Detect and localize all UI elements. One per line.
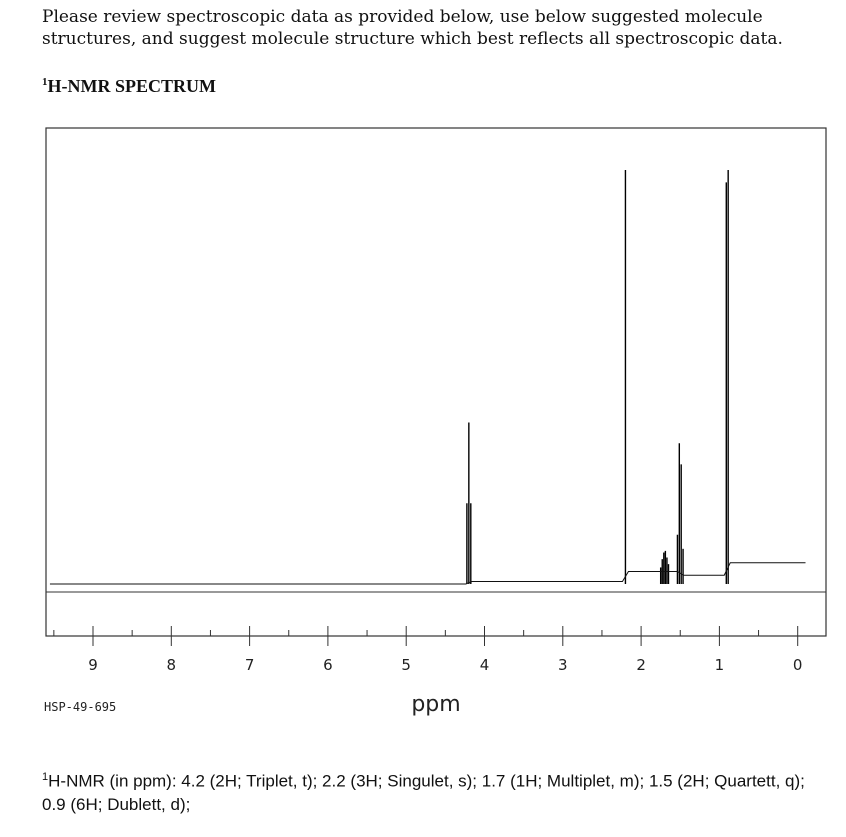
x-tick-label: 0 [792,656,803,674]
integral-trace [50,563,806,584]
heading-superscript: 1 [42,76,48,88]
x-axis-title: ppm [411,692,461,717]
x-tick-label: 4 [479,656,490,674]
heading-label: H-NMR SPECTRUM [47,76,216,96]
peak-group [467,170,728,584]
x-tick-label: 6 [323,656,333,674]
x-tick-label: 9 [88,656,98,674]
sample-id: HSP-49-695 [44,700,117,714]
data-superscript: 1 [42,771,49,783]
data-summary-label: H-NMR (in ppm): 4.2 (2H; Triplet, t); 2.2 (3H; Singulet, s); 1.7 (1H; Multiplet, m); 1.5 (2H; Quartett, q); 0.9 (6H; Dublett, d); [42,771,805,814]
x-tick-label: 3 [558,656,568,674]
x-tick-label: 1 [714,656,725,674]
x-tick-label: 5 [401,656,411,674]
spectrum-frame [46,128,826,636]
nmr-data-summary [42,766,822,816]
x-axis-tick-labels [88,656,802,674]
x-tick-label: 8 [166,656,177,674]
x-tick-label: 7 [244,656,255,674]
x-tick-label: 2 [636,656,646,674]
instructions-text: Please review spectroscopic data as provided below, use below suggested molecule structures, and suggest molecule structure which best reflects all spectroscopic data. [42,7,783,49]
nmr-spectrum-chart [0,120,846,720]
spectrum-heading [42,76,216,97]
